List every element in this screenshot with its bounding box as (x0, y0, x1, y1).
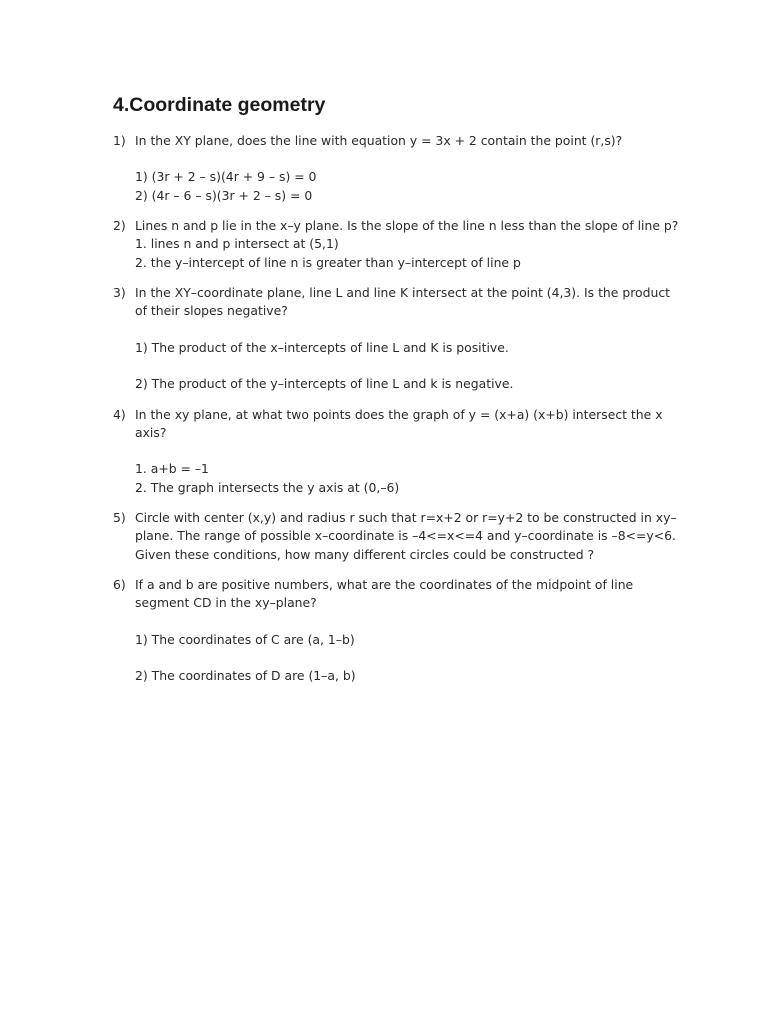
question-number: 6) (113, 577, 126, 593)
question-number: 5) (113, 510, 126, 526)
statement-2: 2. the y–intercept of line n is greater than y–intercept of line p (135, 254, 521, 270)
statement-1: 1. a+b = –1 (135, 461, 209, 477)
statement-1: 1) The product of the x–intercepts of line L and K is positive. (135, 339, 509, 355)
question-text: In the xy plane, at what two points does the graph of y = (x+a) (x+b) intersect the x axis? (135, 406, 663, 440)
statement-2: 2. The graph intersects the y axis at (0,–6) (135, 479, 400, 495)
question-number: 2) (113, 218, 126, 234)
question-2 (113, 217, 683, 272)
statement-2: 2) The coordinates of D are (1–a, b) (135, 668, 356, 684)
question-1 (113, 132, 683, 205)
question-4 (113, 406, 683, 497)
question-text: In the XY–coordinate plane, line L and line K intersect at the point (4,3). Is the product of their slopes negative? (135, 285, 670, 319)
question-list (113, 132, 683, 698)
question-6 (113, 576, 683, 685)
page-title: 4.Coordinate geometry (113, 94, 326, 116)
statement-1: 1) The coordinates of C are (a, 1–b) (135, 631, 355, 647)
question-5 (113, 509, 683, 564)
statement-2: 2) The product of the y–intercepts of line L and k is negative. (135, 376, 514, 392)
statement-2: 2) (4r – 6 – s)(3r + 2 – s) = 0 (135, 187, 313, 203)
question-text: In the XY plane, does the line with equation y = 3x + 2 contain the point (r,s)? (135, 133, 623, 148)
question-number: 3) (113, 285, 126, 301)
statement-1: 1. lines n and p intersect at (5,1) (135, 236, 339, 252)
question-number: 1) (113, 133, 126, 148)
question-text: Lines n and p lie in the x–y plane. Is the slope of the line n less than the slope of line p? (135, 218, 679, 234)
question-text: If a and b are positive numbers, what are the coordinates of the midpoint of line segment CD in the xy–plane? (135, 577, 634, 611)
question-number: 4) (113, 406, 126, 422)
question-text: Circle with center (x,y) and radius r such that r=x+2 or r=y+2 to be constructed in xy–plane. The range of possible x–coordinate is –4<=x<=4 and y–coordinate is –8<=y<6. Given these conditions, how many different circles could be constructed ? (135, 510, 677, 562)
statement-1: 1) (3r + 2 – s)(4r + 9 – s) = 0 (135, 169, 317, 185)
question-3 (113, 284, 683, 393)
